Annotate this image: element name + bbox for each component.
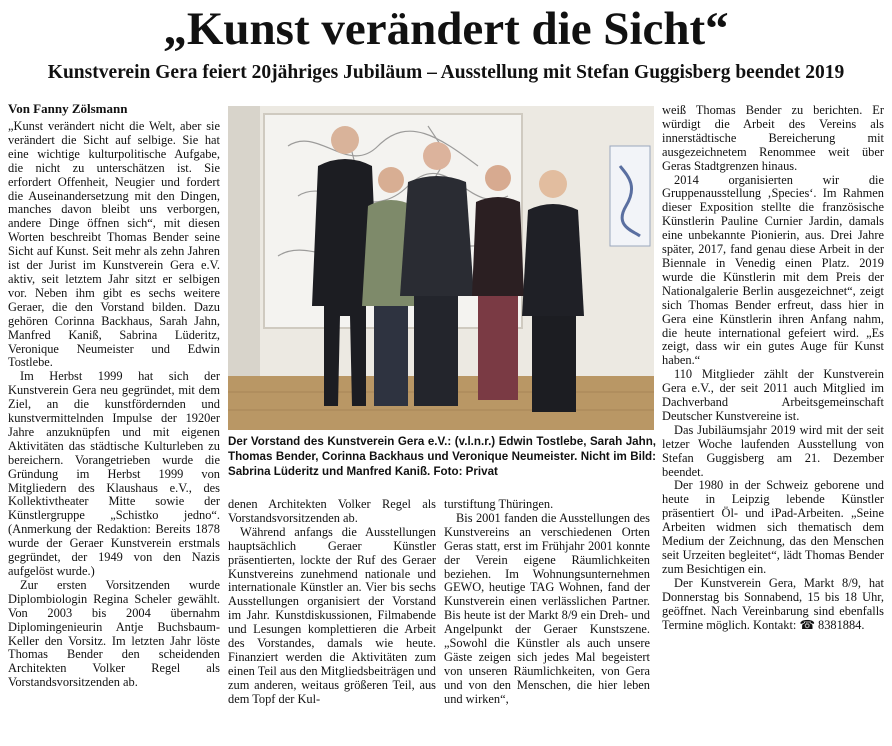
headline: „Kunst verändert die Sicht“ [163,3,729,55]
byline: Von Fanny Zölsmann [8,101,128,116]
paragraph: Der 1980 in der Schweiz geborene und heute in Leipzig lebende Künstler präsentiert Öl- und iPad-Arbeiten. „Seine Arbeiten widmen sich thematisch dem Medium der Zeichnung, das den Menschen seit Urzeiten begleitet“, lädt Thomas Bender zum Besichtigen ein. [662,478,884,576]
paragraph: denen Architekten Volker Regel als Vorstandsvorsitzenden ab. [228,498,436,525]
paragraph: Bis 2001 fanden die Ausstellungen des Kunstvereins an verschiedenen Orten Geras statt, erst im Frühjahr 2001 konnte der Verein eigene Räumlichkeiten beziehen. Im Wohnungsunternehmen GEWO, heutige TAG Wohnen, fand der Kunstverein einen verlässlichen Partner. Bis heute ist der Markt 8/9 ein Dreh- und Angelpunkt der Geraer Kunstszene. „Sowohl die Künstler als auch unsere Gäste zeigen sich jedes Mal begeistert von unseren Räumlichkeiten, von Gera und von den Menschen, die hier leben und wirken“, [444,510,650,706]
paragraph: Der Kunstverein Gera, Markt 8/9, hat Donnerstag bis Sonnabend, 15 bis 18 Uhr, geöffnet. Nach Vereinbarung sind ebenfalls Termine möglich. Kontakt: ☎ 8381884. [662,575,884,632]
photo-caption: Der Vorstand des Kunstverein Gera e.V.: (v.l.n.r.) Edwin Tostlebe, Sarah Jahn, Thomas Bender, Corinna Backhaus und Veronique Neumeister. Nicht im Bild: Sabrina Lüderitz und Manfred Kaniß. Foto: Privat [228,435,656,478]
column-4 [662,104,884,740]
paragraph: Zur ersten Vorsitzenden wurde Diplombiologin Regina Scheler gewählt. Von 2003 bis 2004 übernahm Diplomingenieurin Antje Buchsbaum-Keller den Vorsitz. Im letzten Jahr löste Thomas Bender den scheidenden Architekten Volker Regel als Vorstandsvorsitzenden ab. [8,577,220,690]
paragraph: Während anfangs die Ausstellungen hauptsächlich Geraer Künstler präsentierten, lockte der Ruf des Geraer Kunstvereins zunehmend nationale und internationale Künstler an. Vier bis sechs Ausstellungen organisiert der Vorstand im Jahr. Kunstdiskussionen, Filmabende und Lesungen komplettieren die Arbeit des Vorstandes, damals wie heute. Finanziert werden die Aktivitäten zum einen Teil aus den Mitgliedsbeiträgen und zum anderen, weitaus größeren Teil, aus dem Topf der Kul- [228,524,436,706]
column-2 [228,498,436,738]
photo-illustration [228,106,654,430]
paragraph: turstiftung Thüringen. [444,498,554,511]
group-photo [228,106,654,430]
paragraph: weiß Thomas Bender zu berichten. Er würdigt die Arbeit des Vereins als innerstädtische Bereicherung mit ausgezeichnetem Renommee weit über Geras Stadtgrenzen hinaus. [662,104,884,173]
paragraph: „Kunst verändert nicht die Welt, aber sie verändert die Sicht auf selbige. Sie hat eine wichtige kulturpolitische Aufgabe, die nicht zu unterschätzen ist. Sie erfordert Offenheit, Neugier und fordert die Auseinandersetzung mit den Dingen, manches davon bleibt uns verborgen, andere Dinge öffnen sich“, mit diesen Worten beschreibt Thomas Bender seine Sicht auf Kunst. Seit mehr als zehn Jahren ist der Jurist im Kunstverein Gera e.V. aktiv, seit letztem Jahr sitzt er selbigen vor. Neben ihm gibt es sechs weitere Geraer, die den Vorstand bilden. Dazu gehören Corinna Backhaus, Sarah Jahn, Manfred Kaniß, Sabrina Lüderitz, Veronique Neumeister und Edwin Tostlebe. [8,120,220,370]
paragraph: Das Jubiläumsjahr 2019 wird mit der seit letzer Woche laufenden Ausstellung von Stefan Guggisberg am 21. Dezember beendet. [662,422,884,479]
subheadline: Kunstverein Gera feiert 20jähriges Jubiläum – Ausstellung mit Stefan Guggisberg beendet 2019 [47,62,845,83]
paragraph: 110 Mitglieder zählt der Kunstverein Gera e.V., der seit 2011 auch Mitglied im Dachverband Arbeitsgemeinschaft Deutscher Kunstvereine ist. [662,367,884,423]
paragraph: Im Herbst 1999 hat sich der Kunstverein Gera neu gegründet, mit dem Ziel, an die kunstfördernden und kunstvermittelnden Impulse der 1920er Jahre anzuknüpfen und mit eigenen Aktivitäten das städtische Kulturleben zu bereichern. Vorangetrieben wurde die Gründung im Herbst 1999 von Mitgliedern des Klaushaus e.V., des Kollektivtheater Mitte sowie der Künstlergruppe „Schistko jedno“. (Anmerkung der Redaktion: Bereits 1878 wurde der Geraer Kunstverein erstmals gegründet, der 1949 von den Nazis aufgelöst wurde.) [8,369,220,578]
paragraph: 2014 organisierten wir die Gruppenausstellung ‚Species‘. Im Rahmen dieser Exposition stellte die französische Künstlerin Pauline Curnier Jardin, damals eine unbekannte Pionierin, aus. Drei Jahre später, 2017, fand genau diese Arbeit in der Biennale in Venedig einen Platz. 2019 wurde die Künstlerin mit dem Preis der Nationalgalerie Berlin ausgezeichnet“, zeigt sich Thomas Bender erfreut, dass hier in Gera eine Künstlerin ihren Anfang nahm, die heute international gefeiert wird. „Es zeigt, dass wir ein gutes Auge für Kunst haben.“ [662,172,884,368]
column-1 [8,120,220,740]
column-3 [444,498,650,738]
